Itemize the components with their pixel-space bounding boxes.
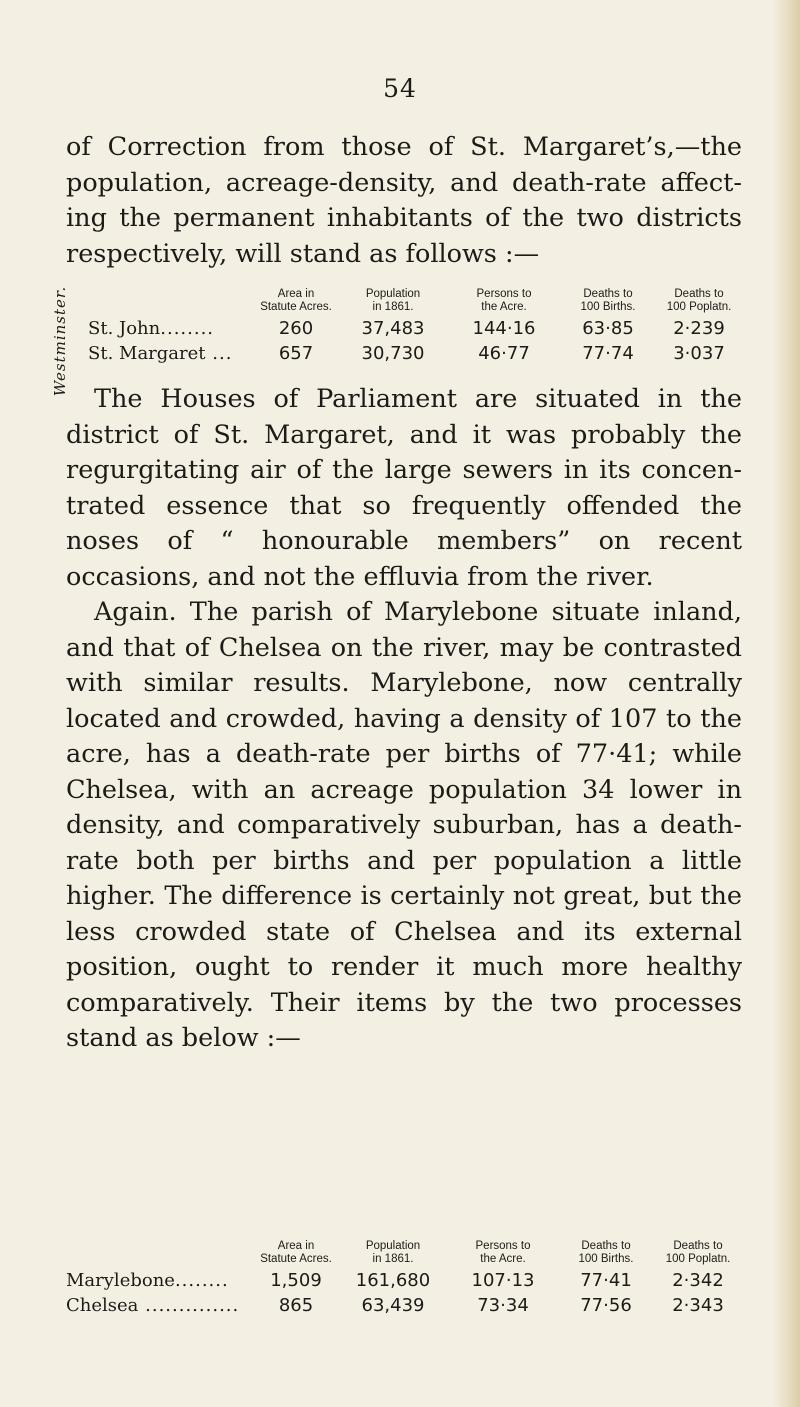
- header-area: Area in Statute Acres.: [260, 288, 332, 313]
- cell-deaths-pop: 3·037: [673, 343, 725, 364]
- cell-deaths-births: 77·41: [580, 1270, 632, 1291]
- table-header-row: [88, 288, 742, 314]
- table-westminster: [88, 288, 742, 364]
- cell-persons: 73·34: [477, 1295, 529, 1316]
- cell-deaths-pop: 2·239: [673, 318, 725, 339]
- cell-population: 161,680: [355, 1270, 431, 1291]
- paragraph-intro: of Correction from those of St. Margaret’s,—the population, acreage-density, and death-rate affect-ing the permanent inhabitants of the two districts respectively, will stand as follows :—: [66, 132, 742, 269]
- cell-persons: 107·13: [471, 1270, 535, 1291]
- header-blank: [88, 288, 254, 314]
- page-number: 54: [383, 74, 417, 103]
- table-row: [66, 1291, 742, 1316]
- header-population: Population in 1861.: [365, 1240, 421, 1265]
- header-blank: [66, 1240, 254, 1266]
- header-deaths-births: Deaths to 100 Births.: [578, 1240, 634, 1265]
- header-persons: Persons to the Acre.: [476, 288, 532, 313]
- table-marylebone-chelsea: [66, 1240, 742, 1316]
- cell-deaths-pop: 2·342: [672, 1270, 724, 1291]
- header-deaths-pop: Deaths to 100 Poplatn.: [666, 288, 732, 313]
- page-edge-shadow: [772, 0, 800, 1407]
- cell-deaths-births: 77·56: [580, 1295, 632, 1316]
- cell-area: 865: [278, 1295, 314, 1316]
- cell-deaths-births: 63·85: [582, 318, 634, 339]
- row-name: St. Margaret ...: [88, 343, 233, 364]
- cell-area: 657: [278, 343, 314, 364]
- cell-area: 1,509: [270, 1270, 322, 1291]
- header-area: Area in Statute Acres.: [260, 1240, 332, 1265]
- cell-population: 30,730: [361, 343, 425, 364]
- body-text: [66, 382, 742, 1057]
- header-persons: Persons to the Acre.: [475, 1240, 531, 1265]
- cell-deaths-births: 77·74: [582, 343, 634, 364]
- row-name: Chelsea ..............: [66, 1295, 240, 1316]
- row-name: Marylebone........: [66, 1270, 229, 1291]
- table-row: [88, 314, 742, 339]
- cell-persons: 46·77: [478, 343, 530, 364]
- header-deaths-pop: Deaths to 100 Poplatn.: [665, 1240, 731, 1265]
- cell-area: 260: [278, 318, 314, 339]
- table-row: [88, 339, 742, 364]
- header-deaths-births: Deaths to 100 Births.: [580, 288, 636, 313]
- cell-deaths-pop: 2·343: [672, 1295, 724, 1316]
- paragraph-parliament: The Houses of Parliament are situated in the district of St. Margaret, and it was probably the regurgitating air of the large sewers in its concen-trated essence that so frequently offended the noses of “ honourable members” on recent occasions, and not the effluvia from the river.: [66, 384, 742, 592]
- paragraph-marylebone: Again. The parish of Marylebone situate inland, and that of Chelsea on the river, may be contrasted with similar results. Marylebone, now centrally located and crowded, having a density of 107 to the acre, has a death-rate per births of 77·41; while Chelsea, with an acreage population 34 lower in density, and comparatively suburban, has a death-rate both per births and per population a little higher. The difference is certainly not great, but the less crowded state of Chelsea and its external position, ought to render it much more healthy comparatively. Their items by the two processes stand as below :—: [66, 597, 742, 1053]
- table-row: [66, 1266, 742, 1291]
- cell-persons: 144·16: [472, 318, 536, 339]
- cell-population: 37,483: [361, 318, 425, 339]
- cell-population: 63,439: [361, 1295, 425, 1316]
- side-label-text: Westminster.: [51, 285, 69, 397]
- row-name: St. John........: [88, 318, 215, 339]
- table-header-row: [66, 1240, 742, 1266]
- header-population: Population in 1861.: [365, 288, 421, 313]
